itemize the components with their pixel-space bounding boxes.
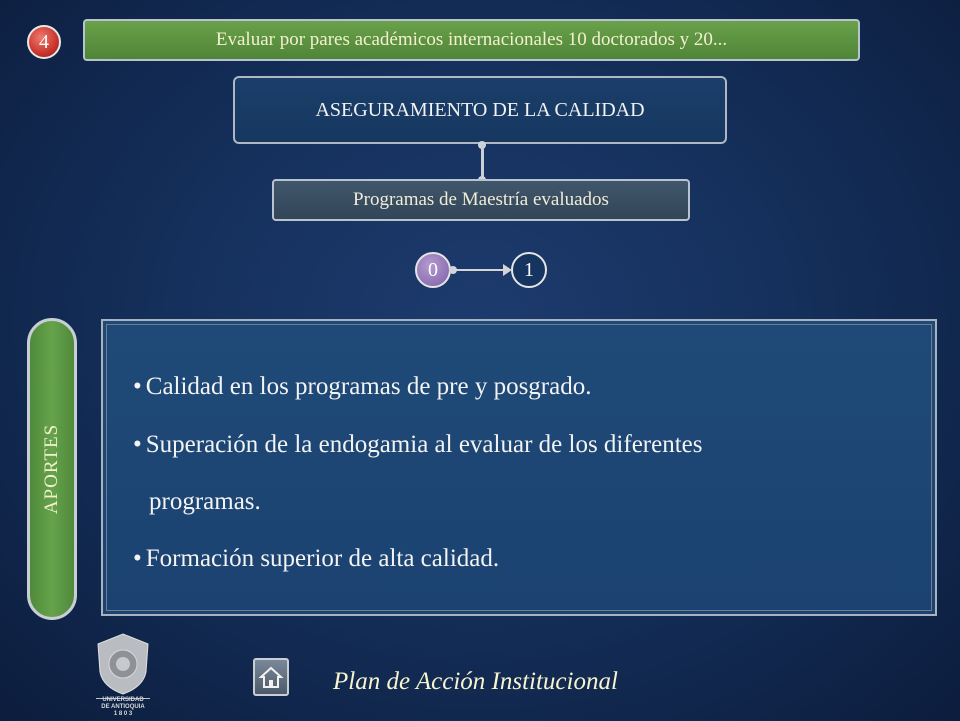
bullet-icon: •: [133, 373, 142, 400]
home-icon: [255, 660, 287, 694]
university-name: UNIVERSIDAD DE ANTIOQUIA 1 8 0 3: [101, 697, 145, 717]
quality-assurance-box: ASEGURAMIENTO DE LA CALIDAD: [233, 76, 727, 144]
bullet-icon: •: [133, 431, 142, 458]
list-item: • Calidad en los programas de pre y posgrado.: [133, 373, 592, 400]
plan-accion-text: Plan de Acción Institucional: [333, 668, 618, 695]
aportes-tab: [27, 318, 77, 620]
slide-number-badge: 4: [27, 25, 61, 59]
bullet-icon: •: [133, 545, 142, 572]
aportes-content-box: [101, 319, 937, 616]
list-item-continuation: programas.: [149, 488, 261, 515]
aportes-label: APORTES: [41, 423, 62, 515]
arrow-line: [453, 269, 505, 271]
masters-programs-box: Programas de Maestría evaluados: [272, 179, 690, 221]
node-from: 0: [415, 252, 451, 288]
connector-line: [481, 144, 484, 180]
home-button[interactable]: [253, 658, 289, 696]
list-item: • Superación de la endogamia al evaluar de los diferentes: [133, 431, 703, 458]
slide-topic-banner: Evaluar por pares académicos internacionales 10 doctorados y 20...: [83, 19, 860, 61]
node-to: 1: [511, 252, 547, 288]
list-item: • Formación superior de alta calidad.: [133, 545, 500, 572]
